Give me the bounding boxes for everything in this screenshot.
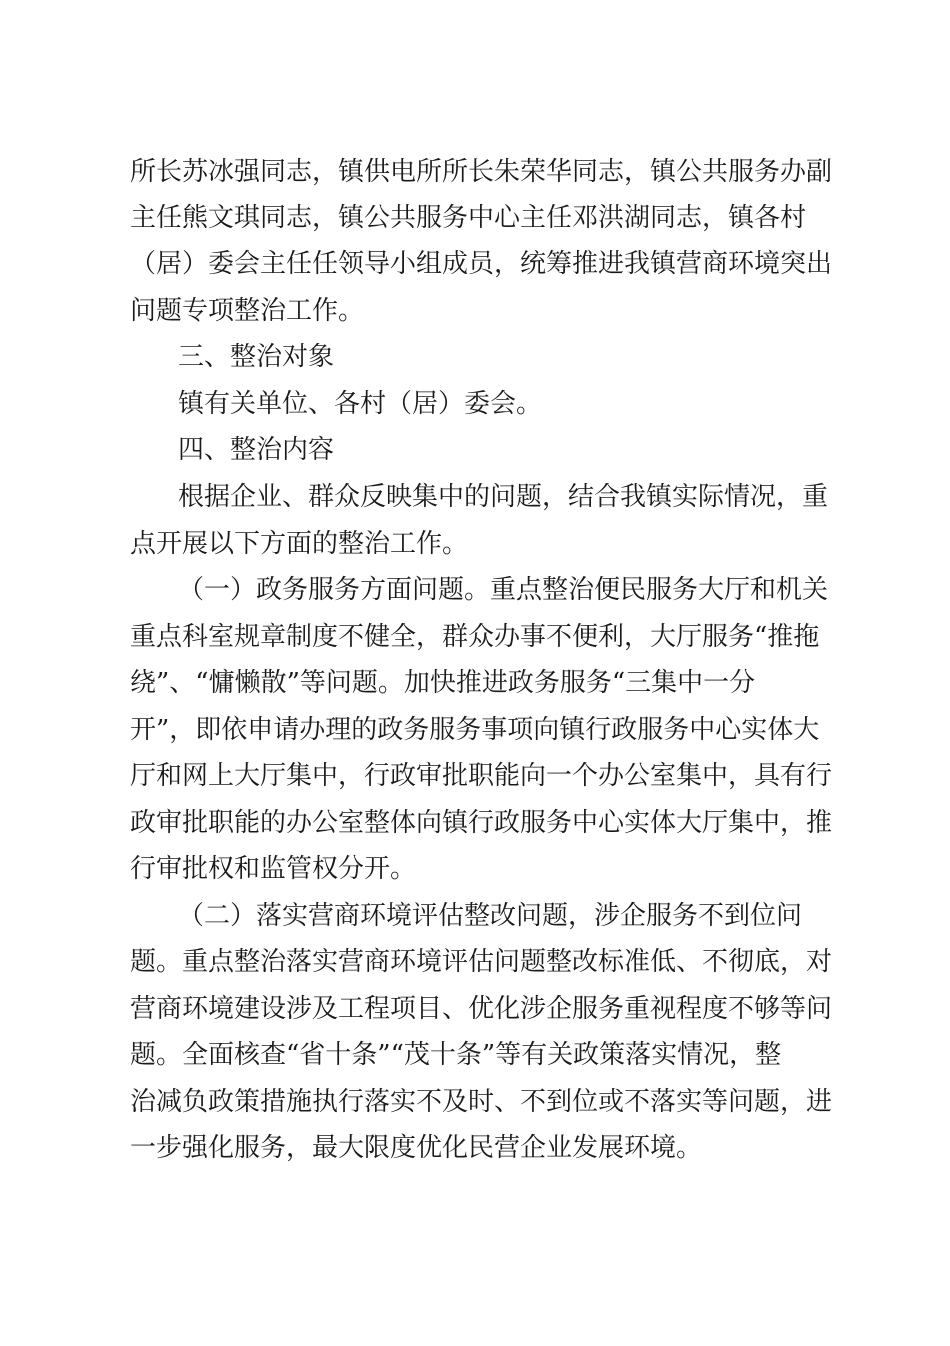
paragraph-line: 主任熊文琪同志，镇公共服务中心主任邓洪湖同志，镇各村 [130, 203, 807, 233]
paragraph-line: 治减负政策措施执行落实不及时、不到位或不落实等问题，进 [130, 1087, 833, 1117]
paragraph-line: （一）政务服务方面问题。重点整治便民服务大厅和机关 [178, 575, 829, 605]
paragraph-line: 重点科室规章制度不健全，群众办事不便利，大厅服务“推拖 [130, 622, 820, 652]
paragraph-line: 绕”、“慵懒散”等问题。加快推进政务服务“三集中一分 [130, 668, 756, 698]
paragraph-line: 行审批权和监管权分开。 [130, 854, 417, 884]
paragraph-line: （居）委会主任任领导小组成员，统筹推进我镇营商环境突出 [130, 249, 833, 279]
paragraph-line: 点开展以下方面的整治工作。 [130, 529, 469, 559]
paragraph-line: 一步强化服务，最大限度优化民营企业发展环境。 [130, 1133, 703, 1163]
paragraph-line: 题。全面核查“省十条”“茂十条”等有关政策落实情况，整 [130, 1040, 782, 1070]
paragraph-line: 所长苏冰强同志，镇供电所所长朱荣华同志，镇公共服务办副 [130, 157, 833, 187]
section-heading: 三、整治对象 [178, 342, 335, 372]
paragraph-line: 厅和网上大厅集中，行政审批职能向一个办公室集中，具有行 [130, 761, 833, 791]
paragraph-line: 根据企业、群众反映集中的问题，结合我镇实际情况，重 [178, 482, 829, 512]
paragraph-line: 政审批职能的办公室整体向镇行政服务中心实体大厅集中，推 [130, 808, 833, 838]
paragraph-line: 镇有关单位、各村（居）委会。 [178, 389, 543, 419]
paragraph-line: 题。重点整治落实营商环境评估问题整改标准低、不彻底，对 [130, 947, 833, 977]
paragraph-line: 营商环境建设涉及工程项目、优化涉企服务重视程度不够等问 [130, 994, 833, 1024]
paragraph-line: 开”，即依申请办理的政务服务事项向镇行政服务中心实体大 [130, 715, 820, 745]
section-heading: 四、整治内容 [178, 435, 335, 465]
paragraph-line: 问题专项整治工作。 [130, 296, 365, 326]
paragraph-line: （二）落实营商环境评估整改问题，涉企服务不到位问 [178, 901, 803, 931]
